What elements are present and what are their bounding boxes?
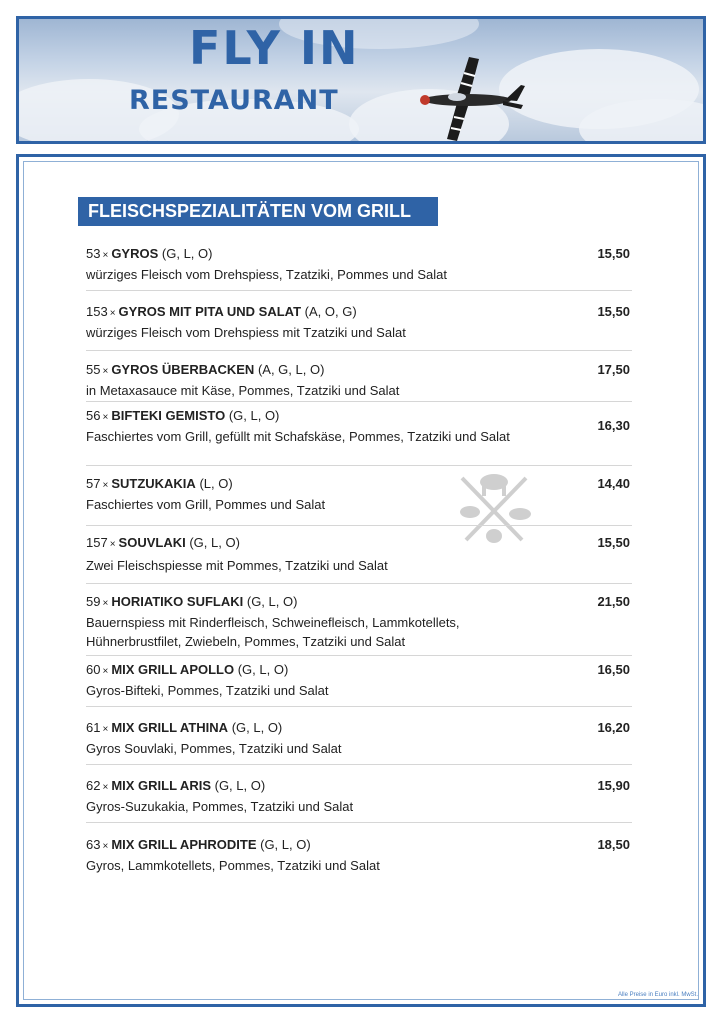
menu-item-head: [86, 533, 634, 554]
menu-item: [86, 474, 634, 514]
item-name: MIX GRILL APHRODITE: [111, 837, 257, 852]
item-price: 18,50: [597, 837, 630, 852]
price-footnote: Alle Preise in Euro inkl. MwSt.: [617, 992, 698, 998]
times-sign: ×: [102, 724, 109, 735]
item-allergens: (A, O, G): [304, 304, 357, 319]
item-allergens: (G, L, O): [161, 246, 213, 261]
item-name: SUTZUKAKIA: [111, 476, 196, 491]
item-name: SOUVLAKI: [118, 535, 186, 550]
item-number: 57: [86, 476, 101, 491]
times-sign: ×: [102, 250, 109, 261]
item-number: 56: [86, 408, 101, 423]
item-number: 61: [86, 720, 101, 735]
divider: [86, 350, 632, 351]
item-allergens: (L, O): [199, 476, 233, 491]
item-description: Zwei Fleischspiesse mit Pommes, Tzatziki und Salat: [86, 558, 388, 573]
menu-item: [86, 360, 634, 400]
item-number: 60: [86, 662, 101, 677]
restaurant-subtitle: RESTAURANT: [129, 85, 339, 116]
menu-item: [86, 718, 634, 758]
item-name: GYROS: [111, 246, 159, 261]
item-price: 16,30: [597, 418, 630, 433]
item-name: BIFTEKI GEMISTO: [111, 408, 226, 423]
menu-item: [86, 406, 634, 446]
item-number: 53: [86, 246, 101, 261]
item-price: 15,50: [597, 304, 630, 319]
item-description: Faschiertes vom Grill, gefüllt mit Schafskäse, Pommes, Tzatziki und Salat: [86, 429, 510, 444]
item-name: GYROS ÜBERBACKEN: [111, 362, 255, 377]
divider: [86, 525, 632, 526]
item-name: MIX GRILL APOLLO: [111, 662, 235, 677]
item-description: Bauernspiess mit Rinderfleisch, Schweinefleisch, Lammkotellets,: [86, 615, 460, 630]
menu-item-head: [86, 360, 634, 381]
menu-item-head: [86, 718, 634, 739]
menu-item-head: [86, 406, 634, 427]
item-name: MIX GRILL ATHINA: [111, 720, 229, 735]
item-description: Gyros-Suzukakia, Pommes, Tzatziki und Salat: [86, 799, 354, 814]
item-price: 14,40: [597, 476, 630, 491]
item-description: Hühnerbrustfilet, Zwiebeln, Pommes, Tzatziki und Salat: [86, 634, 406, 649]
divider: [86, 822, 632, 823]
item-allergens: (A, G, L, O): [257, 362, 325, 377]
item-description: Faschiertes vom Grill, Pommes und Salat: [86, 497, 326, 512]
times-sign: ×: [109, 539, 116, 550]
menu-item-head: [86, 776, 634, 797]
menu-item: [86, 533, 634, 575]
item-allergens: (G, L, O): [246, 594, 298, 609]
item-number: 62: [86, 778, 101, 793]
times-sign: ×: [109, 308, 116, 319]
item-description: würziges Fleisch vom Drehspiess, Tzatziki, Pommes und Salat: [86, 267, 447, 282]
times-sign: ×: [102, 480, 109, 491]
item-allergens: (G, L, O): [237, 662, 289, 677]
menu-item: [86, 302, 634, 342]
divider: [86, 401, 632, 402]
item-price: 16,50: [597, 662, 630, 677]
times-sign: ×: [102, 782, 109, 793]
item-description: in Metaxasauce mit Käse, Pommes, Tzatziki und Salat: [86, 383, 400, 398]
times-sign: ×: [102, 666, 109, 677]
item-description: Gyros, Lammkotellets, Pommes, Tzatziki und Salat: [86, 858, 380, 873]
header-banner: [16, 16, 706, 144]
item-price: 16,20: [597, 720, 630, 735]
item-description: Gyros-Bifteki, Pommes, Tzatziki und Salat: [86, 683, 329, 698]
item-number: 153: [86, 304, 108, 319]
menu-item-head: [86, 244, 634, 265]
item-name: HORIATIKO SUFLAKI: [111, 594, 244, 609]
divider: [86, 583, 632, 584]
item-price: 15,50: [597, 246, 630, 261]
item-price: 17,50: [597, 362, 630, 377]
divider: [86, 764, 632, 765]
airplane-icon: [417, 55, 527, 144]
menu-item: [86, 592, 634, 651]
divider: [86, 706, 632, 707]
item-name: GYROS MIT PITA UND SALAT: [118, 304, 302, 319]
menu-item: [86, 660, 634, 700]
item-number: 63: [86, 837, 101, 852]
menu-item-head: [86, 835, 634, 856]
divider: [86, 290, 632, 291]
item-number: 55: [86, 362, 101, 377]
menu-item-head: [86, 474, 634, 495]
item-description: würziges Fleisch vom Drehspiess mit Tzatziki und Salat: [86, 325, 406, 340]
item-number: 157: [86, 535, 108, 550]
times-sign: ×: [102, 598, 109, 609]
item-allergens: (G, L, O): [214, 778, 266, 793]
times-sign: ×: [102, 841, 109, 852]
item-name: MIX GRILL ARIS: [111, 778, 211, 793]
menu-item-head: [86, 592, 634, 613]
section-title: FLEISCHSPEZIALITÄTEN VOM GRILL: [78, 197, 438, 226]
restaurant-title: FLY IN: [189, 21, 360, 75]
item-allergens: (G, L, O): [228, 408, 280, 423]
menu-item-head: [86, 302, 634, 323]
menu-item: [86, 776, 634, 816]
item-number: 59: [86, 594, 101, 609]
times-sign: ×: [102, 412, 109, 423]
item-allergens: (G, L, O): [260, 837, 311, 852]
divider: [86, 655, 632, 656]
item-price: 15,50: [597, 535, 630, 550]
menu-item-head: [86, 660, 634, 681]
item-allergens: (G, L, O): [231, 720, 283, 735]
menu-item: [86, 244, 634, 284]
times-sign: ×: [102, 366, 109, 377]
item-description: Gyros Souvlaki, Pommes, Tzatziki und Salat: [86, 741, 342, 756]
divider: [86, 465, 632, 466]
item-allergens: (G, L, O): [189, 535, 240, 550]
item-price: 21,50: [597, 594, 630, 609]
item-price: 15,90: [597, 778, 630, 793]
menu-item: [86, 835, 634, 875]
